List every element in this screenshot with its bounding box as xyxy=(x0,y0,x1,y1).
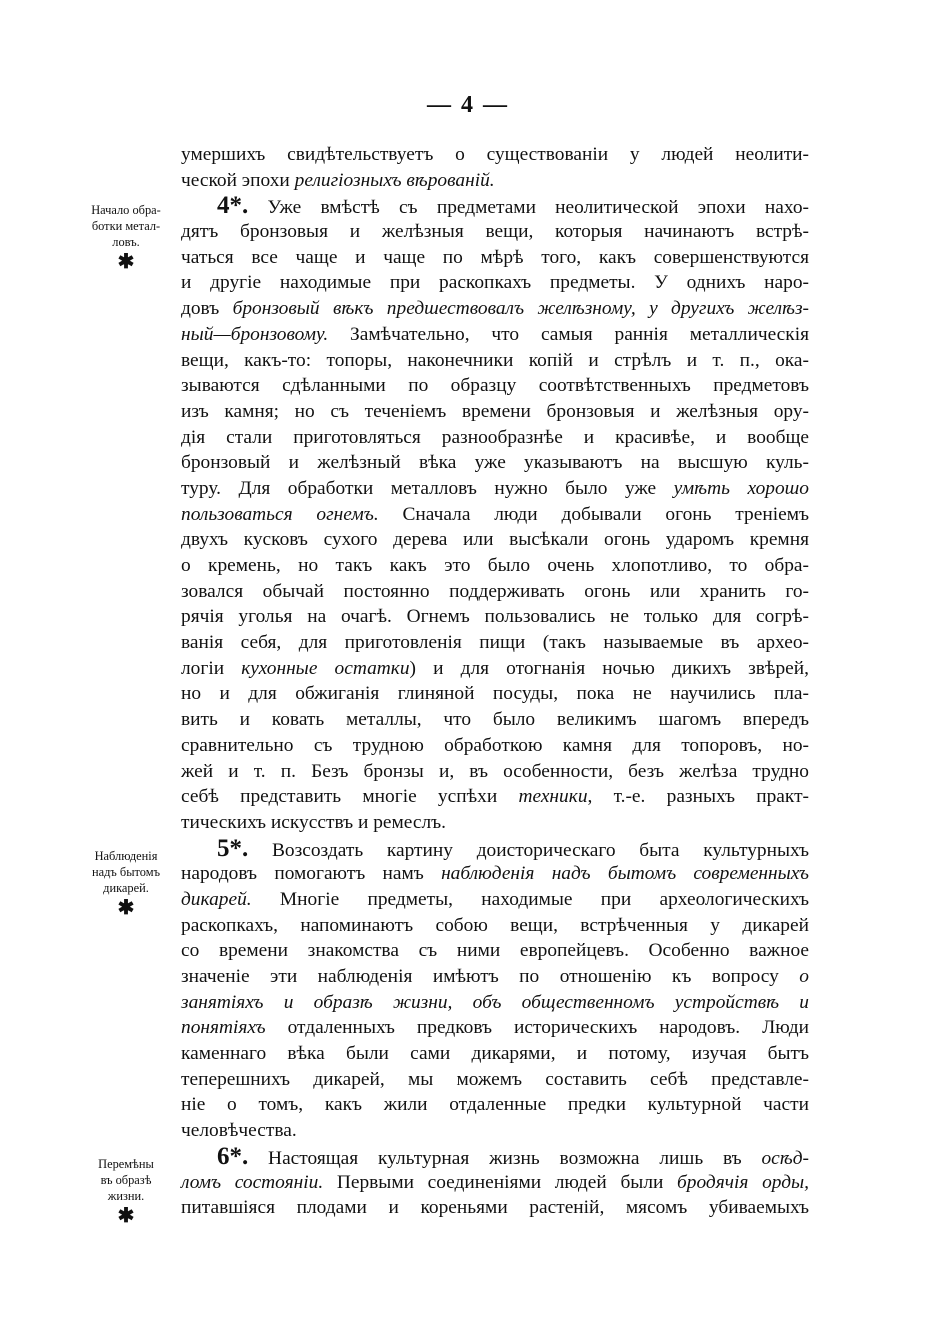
text-line: жей и т. п. Безъ бронзы и, въ особенности, безъ желѣза трудно xyxy=(181,760,809,782)
text-line: и другіе находимые при раскопкахъ предметы. У однихъ наро- xyxy=(181,272,809,294)
text-line: зываются сдѣланными по образцу соотвѣтственныхъ предметовъ xyxy=(181,375,809,397)
text-line: ный—бронзовому. Замѣчательно, что самыя раннія металлическія xyxy=(181,323,809,345)
text-line: народовъ помогаютъ намъ наблюденія надъ бытомъ современныхъ xyxy=(181,863,809,885)
margin-note-line: Начало обра- xyxy=(91,203,161,217)
text-line: дикарей. Многіе предметы, находимые при археологическихъ xyxy=(181,888,809,910)
text-line: себѣ представить многіе успѣхи техники, т.-е. разныхъ практ- xyxy=(181,786,809,808)
text-line: ческой эпохи религіозныхъ вѣрованій. xyxy=(181,169,495,191)
text-line: занятіяхъ и образѣ жизни, объ общественномъ устройствѣ и xyxy=(181,991,809,1013)
text-line: питавшіяся плодами и кореньями растеній, мясомъ убиваемыхъ xyxy=(181,1197,809,1219)
section-6-start: 6*. Настоящая культурная жизнь возможна лишь въ осѣд- xyxy=(217,1142,809,1170)
text-line: сравнительно съ трудною обработкою камня для топоровъ, но- xyxy=(181,734,809,756)
text-line: дятъ бронзовыя и желѣзныя вещи, которыя начинаютъ встрѣ- xyxy=(181,221,809,243)
text-line: чаться все чаще и чаще по мѣрѣ того, какъ совершенствуются xyxy=(181,246,809,268)
margin-note-line: надъ бытомъ xyxy=(91,865,161,879)
text-line: но и для обжиганія глиняной посуды, пока не научились пла- xyxy=(181,683,809,705)
margin-note-line: Наблюденія xyxy=(94,849,158,863)
text-line: тическихъ искусствъ и ремеслъ. xyxy=(181,811,447,833)
margin-note-line: жизни. xyxy=(107,1189,145,1203)
text-line: значеніе эти наблюденія имѣютъ по отношенію къ вопросу о xyxy=(181,966,809,987)
page-number: — 4 — xyxy=(427,92,509,118)
margin-note-metals xyxy=(78,202,174,272)
margin-note-savages xyxy=(78,848,174,918)
text-line: со времени знакомства съ ними европейцевъ. Особенно важное xyxy=(181,940,809,962)
margin-note-line: Перемѣны xyxy=(98,1157,154,1171)
text-line: каменнаго вѣка были сами дикарями, и потому, изучая бытъ xyxy=(181,1043,809,1065)
margin-note-lifestyle xyxy=(78,1156,174,1226)
section-number: 4*. xyxy=(217,192,249,220)
text-line: туру. Для обработки металловъ нужно было уже умѣть хорошо xyxy=(181,477,809,499)
text-line: зовался обычай постоянно поддерживать огонь или хранить го- xyxy=(181,580,809,602)
text-line: рячія уголья на очагѣ. Огнемъ пользовались не только для согрѣ- xyxy=(181,606,809,628)
section-5-start: 5*. Возсоздать картину доисторическаго быта культурныхъ xyxy=(217,834,809,862)
section-number: 6*. xyxy=(217,1142,249,1170)
text-line: человѣчества. xyxy=(181,1120,297,1142)
text-line: двухъ кусковъ сухого дерева или высѣкали огонь ударомъ кремня xyxy=(181,529,809,551)
margin-note-line: ловъ. xyxy=(112,235,140,249)
asterisk-icon: ✱ xyxy=(117,1205,135,1227)
body-text xyxy=(181,142,809,1221)
text-line: теперешнихъ дикарей, мы можемъ составить себѣ представле- xyxy=(181,1068,809,1090)
text-line: ломъ состояніи. Первыми соединеніями людей были бродячія орды, xyxy=(181,1171,809,1193)
text-line: довъ бронзовый вѣкъ предшествовалъ желѣзному, у другихъ желѣз- xyxy=(181,298,809,320)
text-line: вещи, какъ-то: топоры, наконечники копій и стрѣлъ и т. п., ока- xyxy=(181,349,809,371)
text-line: о кремень, но такъ какъ это было очень хлопотливо, то обра- xyxy=(181,555,809,576)
text-line: логіи кухонные остатки) и для отогнанія ночью дикихъ звѣрей, xyxy=(181,657,810,679)
text-line: вить и ковать металлы, что было великимъ шагомъ впередъ xyxy=(181,709,809,731)
section-4-start: 4*. Уже вмѣстѣ съ предметами неолитической эпохи нахо- xyxy=(217,192,809,220)
text-line: ніе о томъ, какъ жили отдаленные предки культурной части xyxy=(181,1094,809,1116)
text-line: раскопкахъ, напоминаютъ собою вещи, встрѣченныя у дикарей xyxy=(181,914,809,936)
text-line: дія стали приготовляться разнообразнѣе и красивѣе, и вообще xyxy=(181,426,809,448)
margin-note-line: ботки метал- xyxy=(91,219,161,233)
text-line: пользоваться огнемъ. Сначала люди добывали огонь треніемъ xyxy=(181,503,809,525)
asterisk-icon: ✱ xyxy=(117,897,135,919)
asterisk-icon: ✱ xyxy=(117,251,135,273)
text-line: изъ камня; но съ теченіемъ времени бронзовыя и желѣзныя ору- xyxy=(181,400,809,422)
text-line: понятіяхъ отдаленныхъ предковъ историческихъ народовъ. Люди xyxy=(181,1017,809,1039)
text-line: ванія себя, для приготовленія пищи (такъ называемые въ архео- xyxy=(181,632,809,654)
margin-note-line: въ образѣ xyxy=(100,1173,152,1187)
text-line: умершихъ свидѣтельствуетъ о существованіи у людей неолити- xyxy=(181,144,809,165)
margin-note-line: дикарей. xyxy=(103,881,149,895)
section-number: 5*. xyxy=(217,834,249,862)
text-line: бронзовый и желѣзный вѣка уже указываютъ на высшую куль- xyxy=(181,452,809,474)
